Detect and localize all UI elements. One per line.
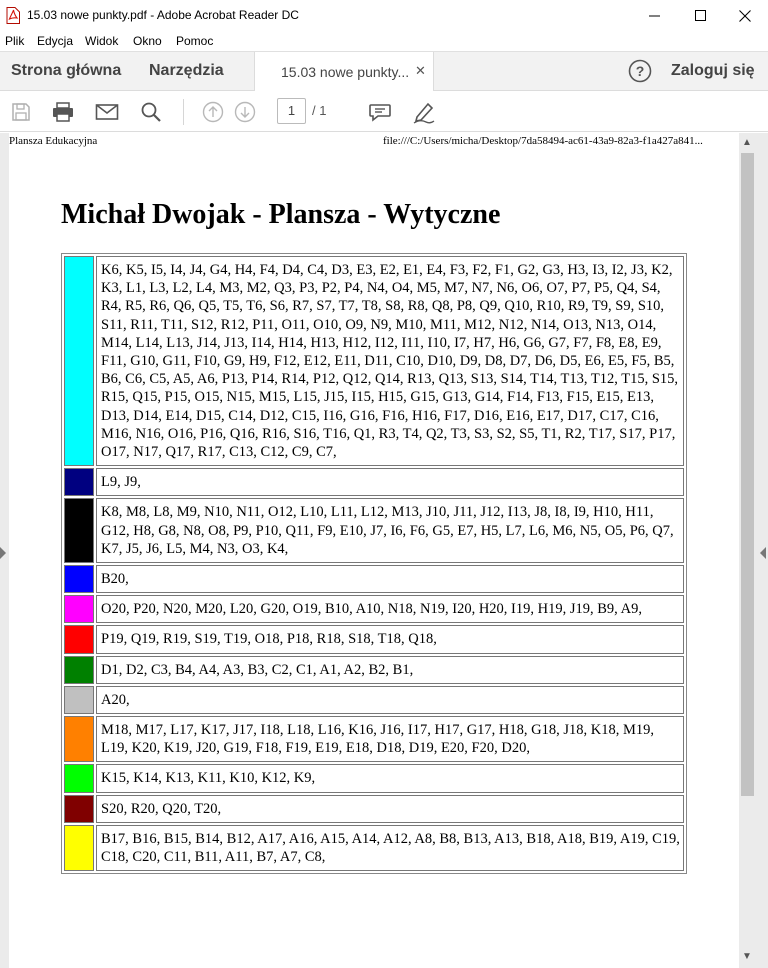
page-total: / 1 [312,103,327,118]
coordinate-list: K15, K14, K13, K11, K10, K12, K9, [96,764,684,792]
tab-document[interactable] [254,52,434,91]
minimize-button[interactable] [631,0,677,31]
coordinate-list: M18, M17, L17, K17, J17, I18, L18, L16, K16, J16, I17, H17, G17, H18, G18, J18, K18, M19, L19, K20, K19, J20, G19, F18, F19, E19, E18, D18, D19, E20, F20, D20, [96,716,684,762]
vertical-scrollbar[interactable] [739,133,756,968]
menu-file[interactable]: Plik [5,34,25,48]
color-swatch [64,795,94,823]
table-row [64,565,684,593]
coordinate-list: P19, Q19, R19, S19, T19, O18, P18, R18, S18, T18, Q18, [96,625,684,653]
toolbar-separator [183,99,184,125]
window-title: 15.03 nowe punkty.pdf - Adobe Acrobat Reader DC [27,8,299,22]
menu-view[interactable]: Widok [85,34,119,48]
pen-icon [412,100,436,124]
page-number-input[interactable]: 1 [277,98,306,124]
close-tab-icon[interactable]: ✕ [415,63,426,78]
coordinate-list: A20, [96,686,684,714]
table-row [64,468,684,496]
coordinate-list: L9, J9, [96,468,684,496]
tab-document-label: 15.03 nowe punkty... [281,64,410,80]
help-icon[interactable] [628,59,652,83]
left-panel-toggle-icon[interactable] [0,547,6,559]
table-row [64,764,684,792]
menu-bar [0,31,768,51]
save-icon [10,101,32,123]
scroll-down-icon[interactable]: ▼ [742,951,752,962]
next-page-button[interactable] [232,99,258,125]
previous-page-button[interactable] [200,99,226,125]
document-area [0,133,768,968]
close-window-button[interactable] [722,0,768,31]
menu-window[interactable]: Okno [133,34,162,48]
save-button[interactable] [8,99,34,125]
print-icon [51,101,75,123]
close-icon [739,10,751,22]
color-swatch [64,825,94,871]
page-title: Michał Dwojak - Plansza - Wytyczne [61,199,501,230]
coordinate-list: K8, M8, L8, M9, N10, N11, O12, L10, L11, L12, M13, J10, J11, J12, I13, J8, I8, I9, H10, H11, G12, H8, G8, N8, O8, P9, P10, Q11, F9, E10, J7, I6, F6, G5, E7, H5, L7, L6, M6, N5, O5, P6, Q7, K7, J5, J6, L5, M4, N3, O3, K4, [96,498,684,563]
color-swatch [64,256,94,466]
color-swatch [64,468,94,496]
print-button[interactable] [50,99,76,125]
coordinate-list: B20, [96,565,684,593]
maximize-button[interactable] [677,0,723,31]
comment-icon [368,101,392,123]
email-button[interactable] [94,99,120,125]
maximize-icon [695,10,706,21]
table-row [64,498,684,563]
coordinate-list: O20, P20, N20, M20, L20, G20, O19, B10, A10, N18, N19, I20, H20, I19, H19, J19, B9, A9, [96,595,684,623]
coordinate-list: B17, B16, B15, B14, B12, A17, A16, A15, A14, A12, A8, B8, B13, A13, B18, A18, B19, A19, C19, C18, C20, C11, B11, A11, B7, A7, C8, [96,825,684,871]
color-swatch [64,764,94,792]
table-row [64,256,684,466]
toolbar [0,92,768,132]
color-swatch [64,716,94,762]
table-row [64,656,684,684]
table-row [64,825,684,871]
scrollbar-thumb[interactable] [741,153,754,796]
color-coordinates-table [61,253,687,874]
table-row [64,595,684,623]
arrow-down-circle-icon [234,101,256,123]
title-bar [0,0,768,31]
arrow-up-circle-icon [202,101,224,123]
color-swatch [64,595,94,623]
search-icon [140,101,162,123]
color-swatch [64,686,94,714]
page-header-url: file:///C:/Users/micha/Desktop/7da58494-ac61-43a9-82a3-f1a427a841... [383,135,703,147]
coordinate-list: K6, K5, I5, I4, J4, G4, H4, F4, D4, C4, D3, E3, E2, E1, E4, F3, F2, F1, G2, G3, H3, I3, I2, J3, K2, K3, L1, L3, L2, L4, M3, M2, Q3, P3, P2, P4, N4, O4, M5, M7, N7, N6, O6, O7, P7, P5, Q4, S4, R4, R5, R6, Q6, Q5, T5, T6, S6, R7, S7, T7, T8, S8, R8, Q8, P8, Q9, Q10, R10, R9, T9, S9, S10, S11, R11, T11, S12, R12, P11, O11, O10, O9, N9, M10, M11, M12, N12, N14, O13, N13, O14, M14, L14, L13, J14, J13, I14, H14, H13, H12, I12, I11, I10, I7, H7, H6, G6, G7, F7, F8, E8, E9, F11, G10, G11, F10, G9, H9, F12, E12, E11, D11, C10, D10, D9, D8, D7, D6, D5, E6, E5, F5, B5, B6, C6, C5, A5, A6, P13, P14, R14, P12, Q12, Q14, R13, Q13, S13, S14, T14, T13, T12, T15, S15, R15, Q15, P15, O15, N15, M15, L15, J15, I15, H15, G15, G13, G14, F14, F13, F15, E15, E13, D13, D14, E14, D15, C14, D12, C15, I16, G16, F16, H16, F17, D16, E16, E17, D17, C17, C16, M16, N16, O16, P16, Q16, R16, S16, T16, Q1, R3, T4, Q2, T3, S3, S2, S5, T1, R2, T17, S17, P17, O17, N17, Q17, R17, C13, C12, C9, C7, [96,256,684,466]
sign-button[interactable] [411,99,437,125]
tab-home[interactable]: Strona główna [11,62,122,79]
menu-edit[interactable]: Edycja [37,34,74,48]
envelope-icon [95,102,119,122]
coordinate-list: D1, D2, C3, B4, A4, A3, B3, C2, C1, A1, A2, B2, B1, [96,656,684,684]
search-button[interactable] [138,99,164,125]
tab-bar [0,51,768,91]
table-row [64,716,684,762]
table-row [64,686,684,714]
color-swatch [64,498,94,563]
color-swatch [64,625,94,653]
color-swatch [64,565,94,593]
table-row [64,625,684,653]
coordinate-list: S20, R20, Q20, T20, [96,795,684,823]
login-link[interactable]: Zaloguj się [671,62,755,79]
table-row [64,795,684,823]
menu-help[interactable]: Pomoc [176,34,214,48]
pdf-file-icon [6,7,20,24]
help-icon-glyph: ? [635,63,645,79]
scroll-up-icon[interactable]: ▲ [742,137,752,148]
page-header-left: Plansza Edukacyjna [9,135,98,147]
color-swatch [64,656,94,684]
minimize-icon [649,10,660,21]
right-panel-toggle-icon[interactable] [760,547,766,559]
comment-button[interactable] [367,99,393,125]
tab-tools[interactable]: Narzędzia [149,62,224,79]
pdf-page [9,133,739,968]
